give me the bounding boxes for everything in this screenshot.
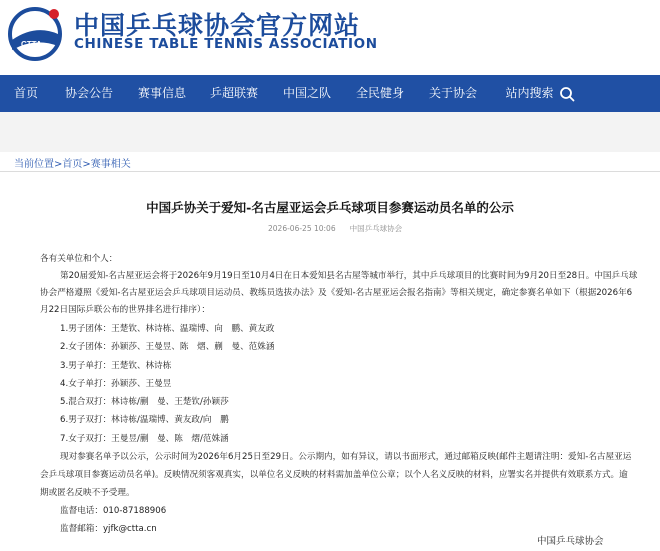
article-line: 6.男子双打：林诗栋/温瑞博、黄友政/向 鹏: [60, 415, 229, 425]
article-title: 中国乒协关于爱知-名古屋亚运会乒乓球项目参赛运动员名单的公示: [146, 200, 514, 215]
article-line: 7.女子双打：王曼昱/蒯 曼、陈 熠/范姝涵: [60, 434, 229, 444]
article-line: 1.男子团体：王楚钦、林诗栋、温瑞博、向 鹏、黄友政: [60, 324, 275, 334]
ctta-logo-icon[interactable]: [4, 4, 68, 62]
breadcrumb-prefix: 当前位置>: [14, 159, 63, 170]
nav-item-national-team[interactable]: 中国之队: [282, 86, 331, 100]
nav-item-announcements[interactable]: 协会公告: [64, 86, 113, 100]
breadcrumb: [14, 155, 131, 170]
site-header: [0, 0, 660, 75]
article-line: 现对参赛名单予以公示，公示时间为2026年6月25日至29日。公示期内，如有异议，请以书面形式，通过邮箱反映(邮件主题请注明：爱知-名古屋亚运: [60, 452, 632, 462]
nav-item-about[interactable]: 关于协会: [428, 86, 477, 100]
article-line: 4.女子单打：孙颖莎、王曼昱: [60, 379, 172, 389]
site-title: 中国乒乓球协会官方网站: [74, 11, 361, 40]
nav-search-label: 站内搜索: [505, 86, 554, 100]
article-date: 2026-06-25 10:06: [268, 224, 336, 233]
article-source: 中国乒乓球协会: [349, 224, 403, 233]
article-line: 3.男子单打：王楚钦、林诗栋: [60, 361, 172, 371]
nav-item-fitness[interactable]: 全民健身: [355, 86, 404, 100]
article-line: 监督电话：010-87188906: [60, 506, 167, 516]
article-line: 监督邮箱：yjfk@ctta.cn: [60, 524, 157, 534]
article-line: 月22日国际乒联公布的世界排名进行排序）：: [40, 305, 210, 315]
article-line: 第20届爱知-名古屋亚运会将于2026年9月19日至10月4日在日本爱知县名古屋等城市举行，其中乒乓球项目的比赛时间为9月20日至28日。中国乒乓球: [60, 271, 638, 281]
site-title-en: CHINESE TABLE TENNIS ASSOCIATION: [74, 36, 378, 52]
nav-search[interactable]: [490, 75, 590, 112]
breadcrumb-divider: [0, 171, 660, 172]
svg-text:CTTA: CTTA: [21, 40, 42, 49]
header-gap: [0, 112, 660, 152]
breadcrumb-separator: >: [82, 159, 91, 170]
main-nav: [0, 75, 660, 112]
article-meta: [268, 223, 402, 234]
article-line: 5.混合双打：林诗栋/蒯 曼、王楚钦/孙颖莎: [60, 397, 229, 407]
article-line: 各有关单位和个人：: [40, 254, 118, 264]
breadcrumb-section-link[interactable]: 赛事相关: [90, 159, 131, 170]
breadcrumb-home-link[interactable]: 首页: [62, 159, 83, 170]
nav-item-events[interactable]: 赛事信息: [137, 86, 186, 100]
nav-item-home[interactable]: 首页: [13, 86, 38, 100]
article-signature: 中国乒乓球协会: [537, 536, 604, 547]
article-content: [0, 152, 660, 551]
article-line: 2.女子团体：孙颖莎、王曼昱、陈 熠、蒯 曼、范姝涵: [60, 342, 275, 352]
search-icon[interactable]: [559, 86, 575, 102]
nav-item-super-league[interactable]: 乒超联赛: [209, 86, 258, 100]
article-line: 期或匿名反映不予受理。: [40, 488, 135, 498]
article-line: 协会严格遵照《爱知-名古屋亚运会乒乓球项目运动员、教练员选拔办法》及《爱知-名古屋亚运会报名指南》等相关规定，确定参赛名单如下（根据2026年6: [40, 288, 633, 298]
article-line: 会乒乓球项目参赛运动员名单)。反映情况须客观真实，以单位名义反映的材料需加盖单位公章；以个人名义反映的材料，应署实名并提供有效联系方式。逾: [40, 470, 628, 480]
